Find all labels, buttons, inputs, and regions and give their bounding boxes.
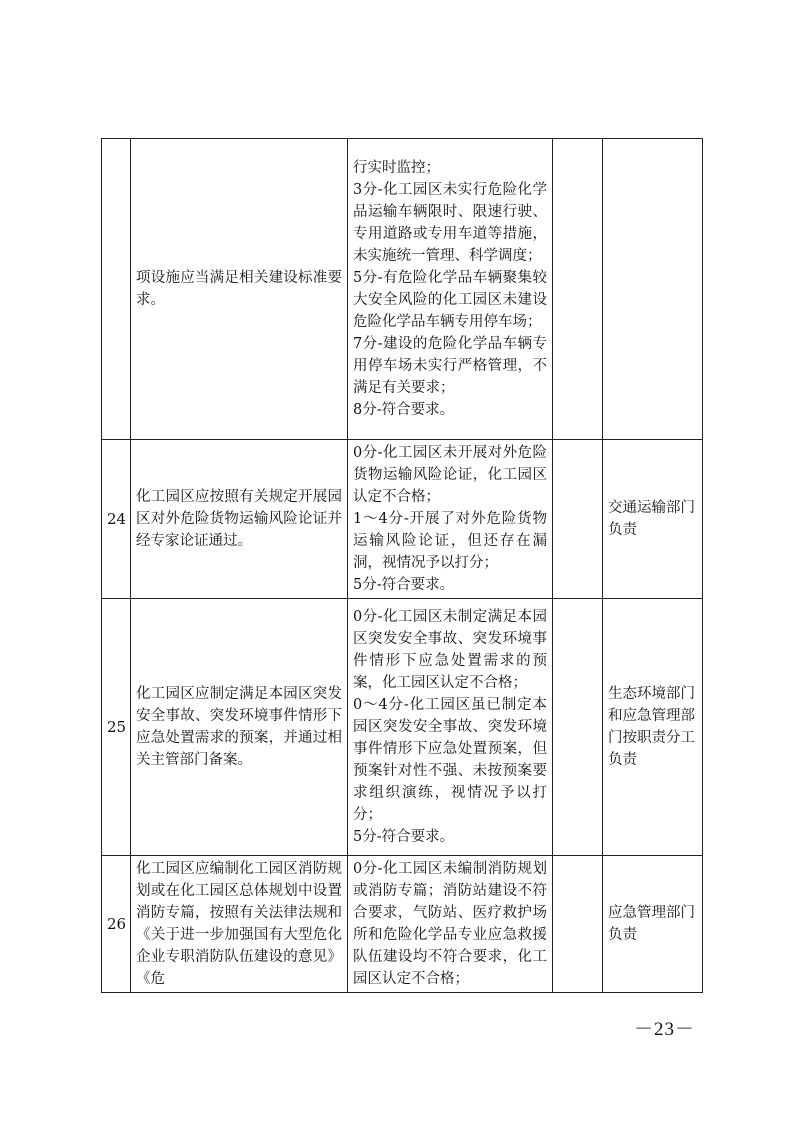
score-cell [553, 856, 603, 993]
criteria-item: 0分-化工园区未制定满足本园区突发安全事故、突发环境事件情形下应急处置需求的预案，化工园区认定不合格； [353, 609, 547, 691]
criteria-item: 8分-符合要求。 [353, 402, 455, 418]
criteria-item: 5分-有危险化学品车辆聚集较大安全风险的化工园区未建设危险化学品车辆专用停车场； [353, 270, 547, 330]
criteria-item: 5分-符合要求。 [353, 829, 455, 845]
criteria-cell [348, 139, 553, 440]
criteria-cell [348, 440, 553, 599]
requirement-cell: 化工园区应编制化工园区消防规划或在化工园区总体规划中设置消防专篇，按照有关法律法规和《关于进一步加强国有大型危化企业专职消防队伍建设的意见》《危 [131, 856, 348, 993]
criteria-item: 3分-化工园区未实行危险化学品运输车辆限时、限速行驶、专用道路或专用车道等措施，未实施统一管理、科学调度； [353, 182, 547, 264]
criteria-item: 1～4分-开展了对外危险货物运输风险论证，但还存在漏洞，视情况予以打分； [353, 511, 547, 571]
table-row [102, 440, 703, 599]
score-cell [553, 139, 603, 440]
department-cell: 生态环境部门和应急管理部门按职责分工负责 [603, 599, 703, 856]
row-number-cell: 24 [102, 440, 131, 599]
requirement-cell: 项设施应当满足相关建设标准要求。 [131, 139, 348, 440]
department-cell [603, 139, 703, 440]
criteria-item: 7分-建设的危险化学品车辆专用停车场未实行严格管理，不满足有关要求； [353, 336, 547, 396]
row-number-cell: 25 [102, 599, 131, 856]
row-number-cell: 26 [102, 856, 131, 993]
requirement-cell: 化工园区应按照有关规定开展园区对外危险货物运输风险论证并经专家论证通过。 [131, 440, 348, 599]
criteria-cell [348, 856, 553, 993]
score-cell [553, 440, 603, 599]
department-cell: 应急管理部门负责 [603, 856, 703, 993]
criteria-cell [348, 599, 553, 856]
criteria-item: 0～4分-化工园区虽已制定本园区突发安全事故、突发环境事件情形下应急处置预案，但预案针对性不强、未按预案要求组织演练，视情况予以打分； [353, 697, 547, 823]
assessment-table [101, 138, 703, 993]
criteria-item: 5分-符合要求。 [353, 577, 455, 593]
score-cell [553, 599, 603, 856]
table-row [102, 599, 703, 856]
table-row [102, 856, 703, 993]
department-cell: 交通运输部门负责 [603, 440, 703, 599]
criteria-item: 0分-化工园区未编制消防规划或消防专篇；消防站建设不符合要求，气防站、医疗救护场所和危险化学品专业应急救援队伍建设均不符合要求，化工园区认定不合格； [353, 861, 547, 987]
table-row [102, 139, 703, 440]
criteria-item: 0分-化工园区未开展对外危险货物运输风险论证，化工园区认定不合格； [353, 445, 547, 505]
requirement-cell: 化工园区应制定满足本园区突发安全事故、突发环境事件情形下应急处置需求的预案，并通过相关主管部门备案。 [131, 599, 348, 856]
page-number: －23－ [633, 1019, 695, 1040]
criteria-item: 行实时监控； [353, 160, 440, 176]
row-number-cell [102, 139, 131, 440]
